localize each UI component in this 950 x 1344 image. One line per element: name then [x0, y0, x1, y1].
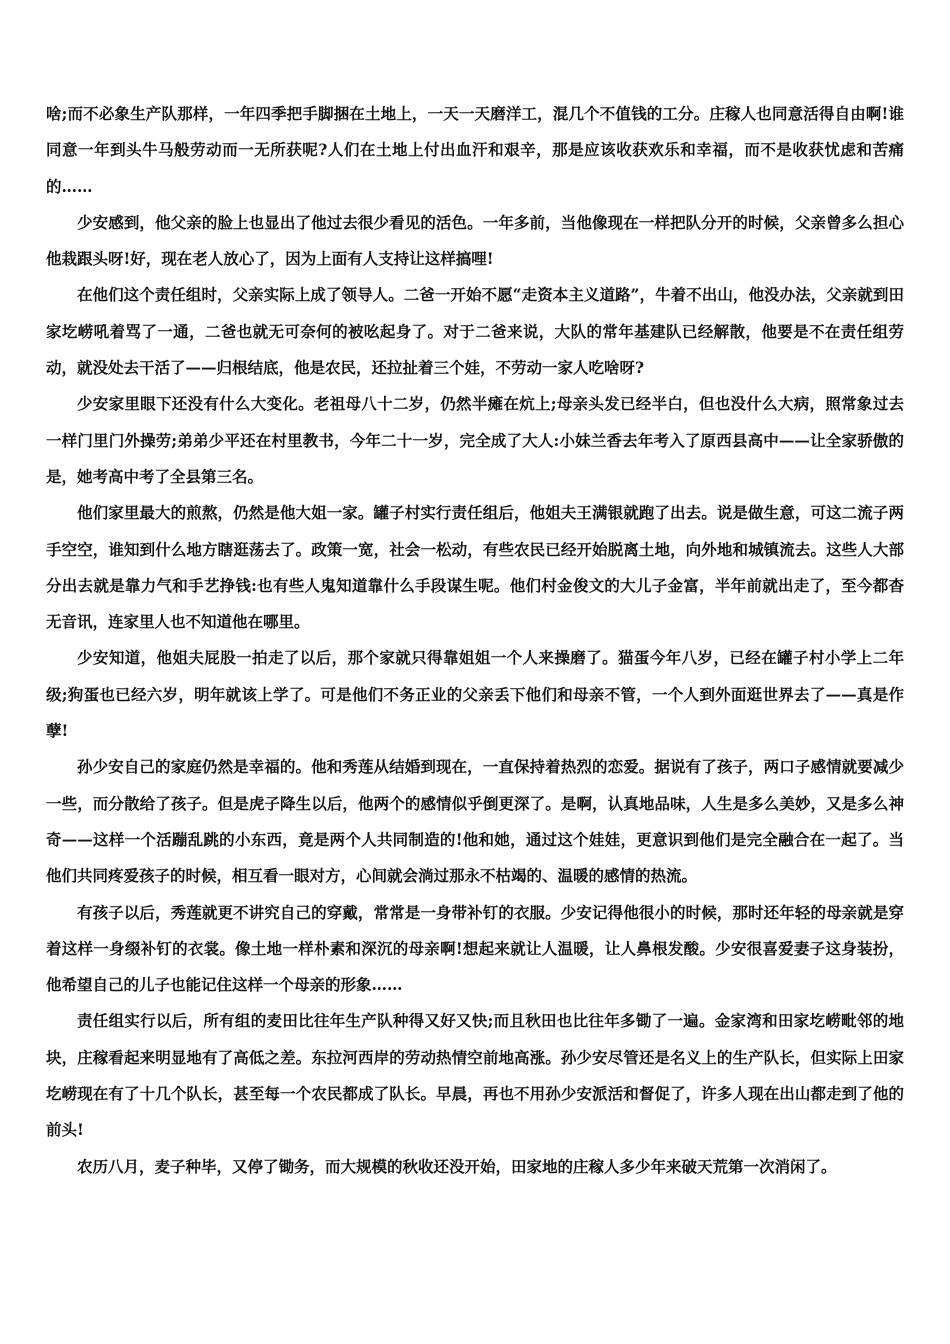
document-body [46, 96, 904, 1185]
paragraph-9: 责任组实行以后，所有组的麦田比往年生产队种得又好又快;而且秋田也比往年多锄了一遍。金家湾和田家圪崂毗邻的地块，庄稼看起来明显地有了高低之差。东拉河西岸的劳动热情空前地高涨。孙少安尽管还是名义上的生产队长，但实际上田家圪崂现在有了十几个队长，甚至每一个农民都成了队长。早晨，再也不用孙少安派活和督促了，许多人现在出山都走到了他的前头! [46, 1011, 904, 1140]
paragraph-4: 少安家里眼下还没有什么大变化。老祖母八十二岁，仍然半瘫在炕上;母亲头发已经半白，但也没什么大病，照常象过去一样门里门外操劳;弟弟少平还在村里教书，今年二十一岁，完全成了大人:小妹兰香去年考入了原西县高中——让全家骄傲的是，她考高中考了全县第三名。 [46, 394, 904, 486]
paragraph-10: 农历八月，麦子种毕，又停了锄务，而大规模的秋收还没开始，田家地的庄稼人多少年来破天荒第一次消闲了。 [77, 1156, 837, 1176]
paragraph-2: 少安感到，他父亲的脸上也显出了他过去很少看见的活色。一年多前，当他像现在一样把队分开的时候，父亲曾多么担心他栽跟头呀!好，现在老人放心了，因为上面有人支持让这样搞哩! [46, 212, 904, 269]
paragraph-5: 他们家里最大的煎熬，仍然是他大姐一家。罐子村实行责任组后，他姐夫王满银就跑了出去。说是做生意，可这二流子两手空空，谁知到什么地方瞎逛荡去了。政策一宽，社会一松动，有些农民已经开始脱离土地，向外地和城镇流去。这些人大部分出去就是靠力气和手艺挣钱:也有些人鬼知道靠什么手段谋生呢。他们村金俊文的大儿子金富，半年前就出走了，至今都杳无音讯，连家里人也不知道他在哪里。 [46, 503, 904, 632]
paragraph-1: 啥;而不必象生产队那样，一年四季把手脚捆在土地上，一天一天磨洋工，混几个不值钱的工分。庄稼人也同意活得自由啊!谁同意一年到头牛马般劳动而一无所获呢?人们在土地上付出血汗和艰辛，那是应该收获欢乐和幸福，而不是收获忧虑和苦痛的…… [46, 104, 904, 196]
paragraph-7: 孙少安自己的家庭仍然是幸福的。他和秀莲从结婚到现在，一直保持着热烈的恋爱。据说有了孩子，两口子感情就要减少一些，而分散给了孩子。但是虎子降生以后，他两个的感情似乎倒更深了。是啊，认真地品味，人生是多么美妙，又是多么神奇——这样一个活蹦乱跳的小东西，竟是两个人共同制造的!他和她，通过这个娃娃，更意识到他们是完全融合在一起了。当他们共同疼爱孩子的时候，相互看一眼对方，心间就会淌过那永不枯竭的、温暖的感情的热流。 [46, 757, 904, 886]
paragraph-8: 有孩子以后，秀莲就更不讲究自己的穿戴，常常是一身带补钉的衣服。少安记得他很小的时候，那时还年轻的母亲就是穿着这样一身缀补钉的衣裳。像土地一样朴素和深沉的母亲啊!想起来就让人温暖，让人鼻根发酸。少安很喜爱妻子这身装扮，他希望自己的儿子也能记住这样一个母亲的形象…… [46, 902, 904, 995]
paragraph-3: 在他们这个责任组时，父亲实际上成了领导人。二爸一开始不愿“走资本主义道路”，牛着不出山，他没办法，父亲就到田家圪崂吼着骂了一通，二爸也就无可奈何的被吆起身了。对于二爸来说，大队的常年基建队已经解散，他要是不在责任组劳动，就没处去干活了——归根结底，他是农民，还拉扯着三个娃，不劳动一家人吃啥呀? [46, 285, 904, 378]
paragraph-6: 少安知道，他姐夫屁股一拍走了以后，那个家就只得靠姐姐一个人来操磨了。猫蛋今年八岁，已经在罐子村小学上二年级;狗蛋也已经六岁，明年就该上学了。可是他们不务正业的父亲丢下他们和母亲不管，一个人到外面逛世界去了——真是作孽! [46, 648, 904, 741]
